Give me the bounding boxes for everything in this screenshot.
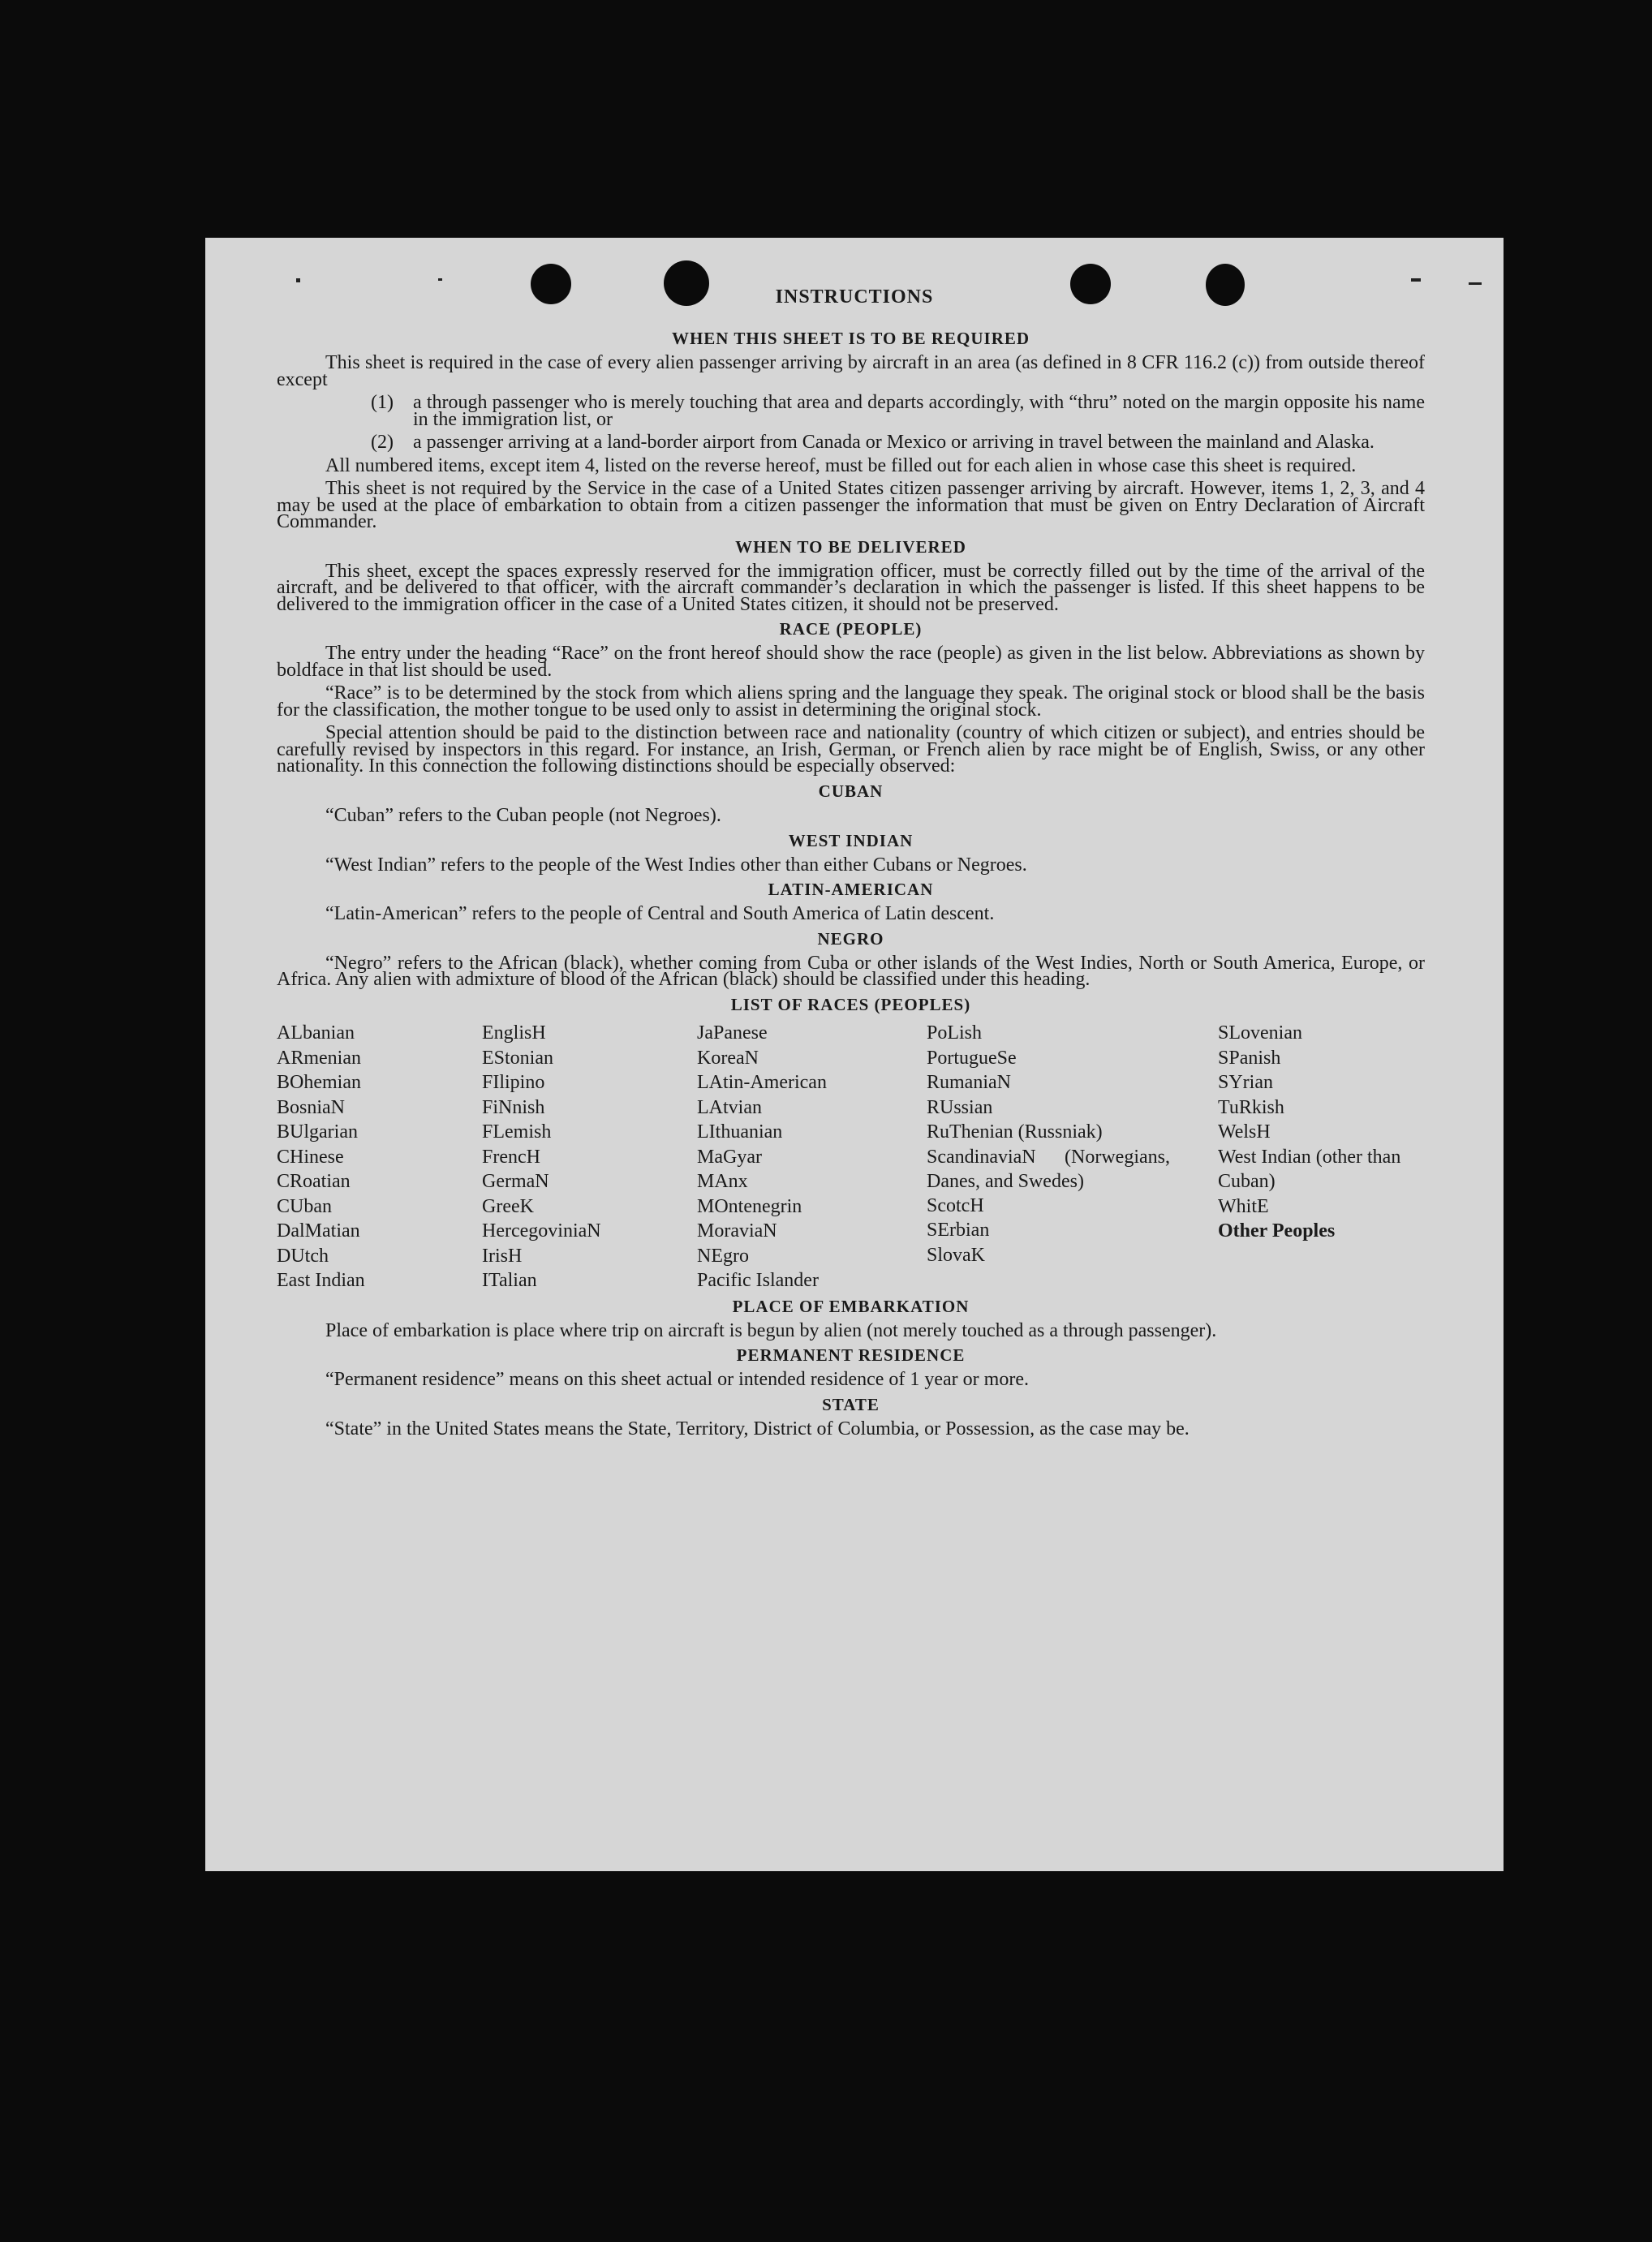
list-item: RumaniaN (927, 1072, 1011, 1094)
scan-speck (438, 278, 442, 281)
page-title: INSTRUCTIONS (775, 286, 934, 308)
list-item: FIlipino (482, 1072, 545, 1094)
list-item: HercegoviniaN (482, 1220, 601, 1242)
races-column (277, 1021, 482, 1293)
paragraph: “Permanent residence” means on this sheet actual or intended residence of 1 year or more. (325, 1369, 1029, 1391)
list-item: PoLish (927, 1022, 983, 1044)
list-item (277, 394, 1425, 428)
list-item: CUban (277, 1195, 332, 1217)
list-item: CRoatian (277, 1171, 351, 1193)
list-item: EStonian (482, 1047, 553, 1069)
paragraph: “West Indian” refers to the people of the West Indies other than either Cubans or Negroes. (325, 854, 1027, 876)
heading-when-delivered: WHEN TO BE DELIVERED (735, 536, 966, 557)
paragraph: “Race” is to be determined by the stock from which aliens spring and the language they speak. The original stock or blood shall be the basis for the classification, the mother tongue to be used only to assist in determining the original stock. (277, 682, 1425, 721)
list-item: WhitE (1218, 1195, 1269, 1217)
heading-when-required: WHEN THIS SHEET IS TO BE REQUIRED (671, 329, 1030, 348)
paragraph: “Negro” refers to the African (black), whether coming from Cuba or other islands of the West Indies, North or South America, Europe, or Africa. Any alien with admixture of blood of the African (black) should be classified under this heading. (277, 952, 1425, 991)
item-text: a passenger arriving at a land-border airport from Canada or Mexico or arriving in travel between the mainland and Alaska. (413, 432, 1375, 454)
list-item: LIthuanian (697, 1121, 783, 1143)
scan-speck (296, 278, 300, 282)
list-item: SlovaK (927, 1244, 985, 1266)
scan-speck (1411, 278, 1421, 282)
heading-negro: NEGRO (817, 928, 884, 949)
instruction-sheet (205, 238, 1504, 1871)
list-item: MAnx (697, 1171, 748, 1193)
list-item: KoreaN (697, 1047, 759, 1069)
list-item: GreeK (482, 1195, 534, 1217)
list-item: LAtin-American (697, 1072, 827, 1094)
list-item: MOntenegrin (697, 1195, 802, 1217)
list-item: FrencH (482, 1146, 540, 1168)
list-item: DalMatian (277, 1220, 360, 1242)
list-item: CHinese (277, 1146, 344, 1168)
list-item: MoraviaN (697, 1220, 777, 1242)
races-column (482, 1021, 697, 1293)
list-item: MaGyar (697, 1146, 762, 1168)
heading-list-of-races: LIST OF RACES (PEOPLES) (730, 994, 971, 1014)
paragraph: Special attention should be paid to the distinction between race and nationality (country of which citizen or subject), and entries should be carefully revised by inspectors in this regard. For instance, an Irish, German, or French alien by race might be of English, Swiss, or any other nationality. In this connection the following distinctions should be especially observed: (277, 722, 1425, 777)
list-item: LAtvian (697, 1096, 762, 1118)
list-item: WelsH (1218, 1121, 1271, 1143)
list-item: SPanish (1218, 1047, 1281, 1069)
list-item: RUssian (927, 1096, 993, 1118)
list-item: SYrian (1218, 1072, 1273, 1094)
list-item: BOhemian (277, 1072, 361, 1094)
list-item: DUtch (277, 1245, 329, 1267)
heading-west-indian: WEST INDIAN (788, 830, 914, 850)
races-column (927, 1021, 1218, 1293)
heading-permanent-residence: PERMANENT RESIDENCE (736, 1345, 966, 1366)
instructions-body (277, 325, 1425, 1438)
list-item: IrisH (482, 1245, 523, 1267)
list-item: ARmenian (277, 1047, 361, 1069)
list-item: ALbanian (277, 1022, 355, 1044)
list-item: TuRkish (1218, 1096, 1284, 1118)
list-item: ScotcH (927, 1194, 984, 1216)
list-item: SErbian (927, 1220, 990, 1241)
list-item: GermaN (482, 1171, 549, 1193)
list-item: NEgro (697, 1245, 749, 1267)
races-column (1218, 1021, 1425, 1293)
list-item: BosniaN (277, 1096, 345, 1118)
list-item: EnglisH (482, 1022, 546, 1044)
paragraph: Place of embarkation is place where trip on aircraft is begun by alien (not merely touched as a through passenger). (325, 1319, 1217, 1341)
heading-race: RACE (PEOPLE) (779, 619, 923, 639)
paragraph: “Cuban” refers to the Cuban people (not Negroes). (325, 805, 721, 827)
paragraph: All numbered items, except item 4, listed on the reverse hereof, must be filled out for each alien in whose case this sheet is required. (325, 454, 1357, 476)
paragraph: This sheet is not required by the Service in the case of a United States citizen passenger arriving by aircraft. However, items 1, 2, 3, and 4 may be used at the place of embarkation to obtain from a citizen passenger the information that must be given on Entry Declaration of Aircraft Commander. (277, 478, 1425, 533)
paragraph: “Latin-American” refers to the people of Central and South America of Latin descent. (325, 903, 995, 925)
list-item: RuThenian (Russniak) (927, 1121, 1103, 1143)
item-text: a through passenger who is merely touching that area and departs accordingly, with “thru” noted on the margin opposite his name in the immigration list, or (413, 392, 1425, 430)
list-item: East Indian (277, 1270, 365, 1292)
list-item: FiNnish (482, 1096, 545, 1118)
list-item: Other Peoples (1218, 1220, 1336, 1242)
list-item: ITalian (482, 1270, 537, 1292)
list-item: PortugueSe (927, 1047, 1017, 1069)
list-item: SLovenian (1218, 1022, 1302, 1044)
list-item: JaPanese (697, 1022, 768, 1044)
heading-cuban: CUBAN (818, 781, 884, 801)
list-item: West Indian (other than Cuban) (1218, 1146, 1401, 1193)
paragraph: This sheet is required in the case of every alien passenger arriving by aircraft in an area (as defined in 8 CFR 116.2 (c)) from outside thereof except (277, 352, 1425, 390)
list-item: FLemish (482, 1121, 552, 1143)
heading-embarkation: PLACE OF EMBARKATION (732, 1296, 970, 1316)
heading-latin-american: LATIN-AMERICAN (768, 880, 934, 900)
races-column (697, 1021, 927, 1293)
scan-speck (1469, 282, 1482, 285)
item-number: (2) (371, 432, 394, 454)
list-item: Pacific Islander (697, 1270, 819, 1292)
races-list (277, 1021, 1425, 1293)
list-item (277, 432, 1425, 454)
paragraph: “State” in the United States means the State, Territory, District of Columbia, or Possession, as the case may be. (325, 1418, 1190, 1440)
item-number: (1) (371, 392, 394, 414)
paragraph: The entry under the heading “Race” on the front hereof should show the race (people) as given in the list below. Abbreviations as shown by boldface in that list should be used. (277, 643, 1425, 681)
heading-state: STATE (822, 1394, 880, 1414)
list-item: ScandinaviaN (Norwegians, Danes, and Swedes) (927, 1146, 1170, 1192)
paragraph: This sheet, except the spaces expressly reserved for the immigration officer, must be correctly filled out by the time of the arrival of the aircraft, and be delivered to that officer, with the aircraft commander’s declaration in which the passenger is listed. If this sheet happens to be delivered to the immigration officer in the case of a United States citizen, it should not be preserved. (277, 560, 1425, 615)
list-item: BUlgarian (277, 1121, 358, 1143)
